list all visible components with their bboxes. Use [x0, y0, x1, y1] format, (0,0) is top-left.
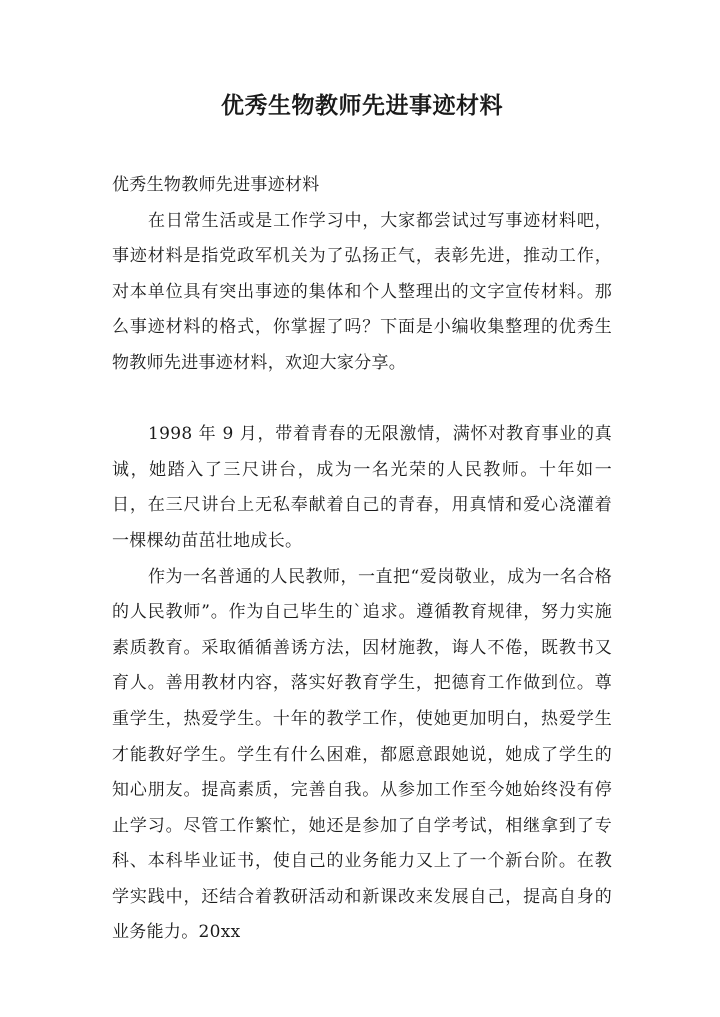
document-subtitle: 优秀生物教师先进事迹材料 — [112, 175, 320, 195]
paragraph-career-start: 1998 年 9 月，带着青春的无限激情，满怀对教育事业的真诚，她踏入了三尺讲台，成为一名光荣的人民教师。十年如一日，在三尺讲台上无私奉献着自己的青春，用真情和爱心浇灌着一棵棵幼苗茁壮地成长。 — [112, 424, 612, 551]
paragraph-spacer — [112, 382, 612, 418]
document-title: 优秀生物教师先进事迹材料 — [221, 92, 503, 119]
paragraph-intro: 在日常生活或是工作学习中，大家都尝试过写事迹材料吧，事迹材料是指党政军机关为了弘扬正气，表彰先进，推动工作，对本单位具有突出事迹的集体和个人整理出的文字宣传材料。那么事迹材料的格式，你掌握了吗？下面是小编收集整理的优秀生物教师先进事迹材料，欢迎大家分享。 — [112, 210, 612, 373]
paragraph-teaching-philosophy: 作为一名普通的人民教师，一直把“爱岗敬业，成为一名合格的人民教师”。作为自己毕生的`追求。遵循教育规律，努力实施素质教育。采取循循善诱方法，因材施教，诲人不倦，既教书又育人。善用教材内容，落实好教育学生，把德育工作做到位。尊重学生，热爱学生。十年的教学工作，使她更加明白，热爱学生才能教好学生。学生有什么困难，都愿意跟她说，她成了学生的知心朋友。提高素质，完善自我。从参加工作至今她始终没有停止学习。尽管工作繁忙，她还是参加了自学考试，相继拿到了专科、本科毕业证书，使自己的业务能力又上了一个新台阶。在教学实践中，还结合着教研活动和新课改来发展自己，提高自身的业务能力。20xx — [112, 566, 612, 943]
document-body — [112, 168, 612, 951]
